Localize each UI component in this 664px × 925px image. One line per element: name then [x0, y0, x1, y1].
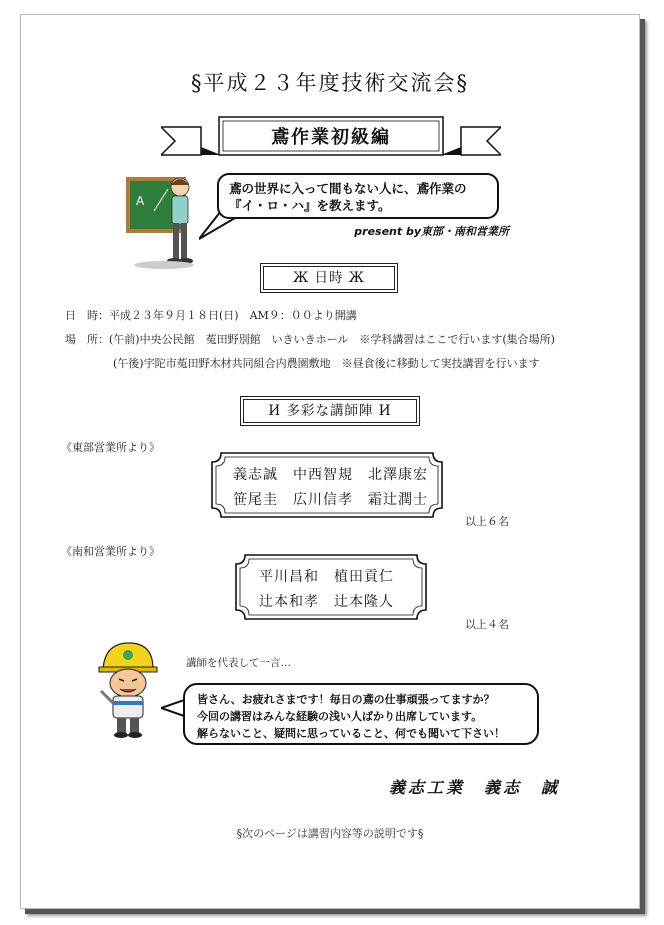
place-line-afternoon: (午後)宇陀市菟田野木材共同組合内農園敷地 ※昼食後に移動して実技講習を行います [113, 357, 540, 370]
east-names-row-2: 笹尾圭 広川信孝 霜辻潤士 [233, 492, 428, 508]
datetime-heading: Ж 日時 Ж [263, 266, 395, 290]
rep-line-1: 皆さん、お疲れさまです！毎日の鳶の仕事頑張ってますか？ [197, 693, 495, 706]
intro-line-2: 『イ・ロ・ハ』を教えます。 [229, 198, 391, 213]
representative-label: 講師を代表して一言… [186, 657, 291, 669]
east-names-row-1: 義志誠 中西智規 北澤康宏 [233, 467, 428, 483]
group-label-nanwa: 《南和営業所より》 [61, 545, 160, 558]
construction-worker-icon [91, 639, 161, 739]
nanwa-names-row-1: 平川昌和 植田貢仁 [259, 569, 394, 585]
flyer-page [20, 14, 640, 909]
signature: 義志工業 義志 誠 [389, 778, 561, 797]
intro-line-1: 鳶の世界に入って間もない人に、鳶作業の [229, 181, 467, 196]
nanwa-names-row-2: 辻本和孝 辻本隆人 [259, 594, 394, 610]
svg-text:A: A [136, 194, 145, 208]
east-count: 以上６名 [465, 515, 509, 528]
banner-title: 鳶作業初級編 [271, 127, 391, 148]
lecturers-heading: И 多彩な講師陣 И [243, 399, 417, 423]
footer-note: §次のページは講習内容等の説明です§ [236, 827, 424, 840]
rep-line-2: 今回の講習はみんな経験の浅い人ばかり出席しています。 [197, 710, 483, 723]
page-title: §平成２３年度技術交流会§ [191, 71, 469, 95]
group-label-east: 《東部営業所より》 [61, 441, 160, 454]
nanwa-count: 以上４名 [465, 618, 509, 631]
date-line: 日 時：平成２３年９月１８日(日) AM９：００より開講 [65, 309, 357, 322]
presenter-credit: present by東部・南和営業所 [354, 225, 509, 238]
teacher-blackboard-icon [124, 165, 204, 275]
place-line: 場 所：(午前)中央公民館 菟田野別館 いきいきホール ※学科講習はここで行います(集合場所) [65, 333, 555, 346]
representative-speech-bubble [183, 683, 539, 745]
intro-speech-bubble [217, 173, 499, 219]
rep-line-3: 解らないこと、疑問に思っていること、何でも聞いて下さい！ [197, 727, 505, 740]
